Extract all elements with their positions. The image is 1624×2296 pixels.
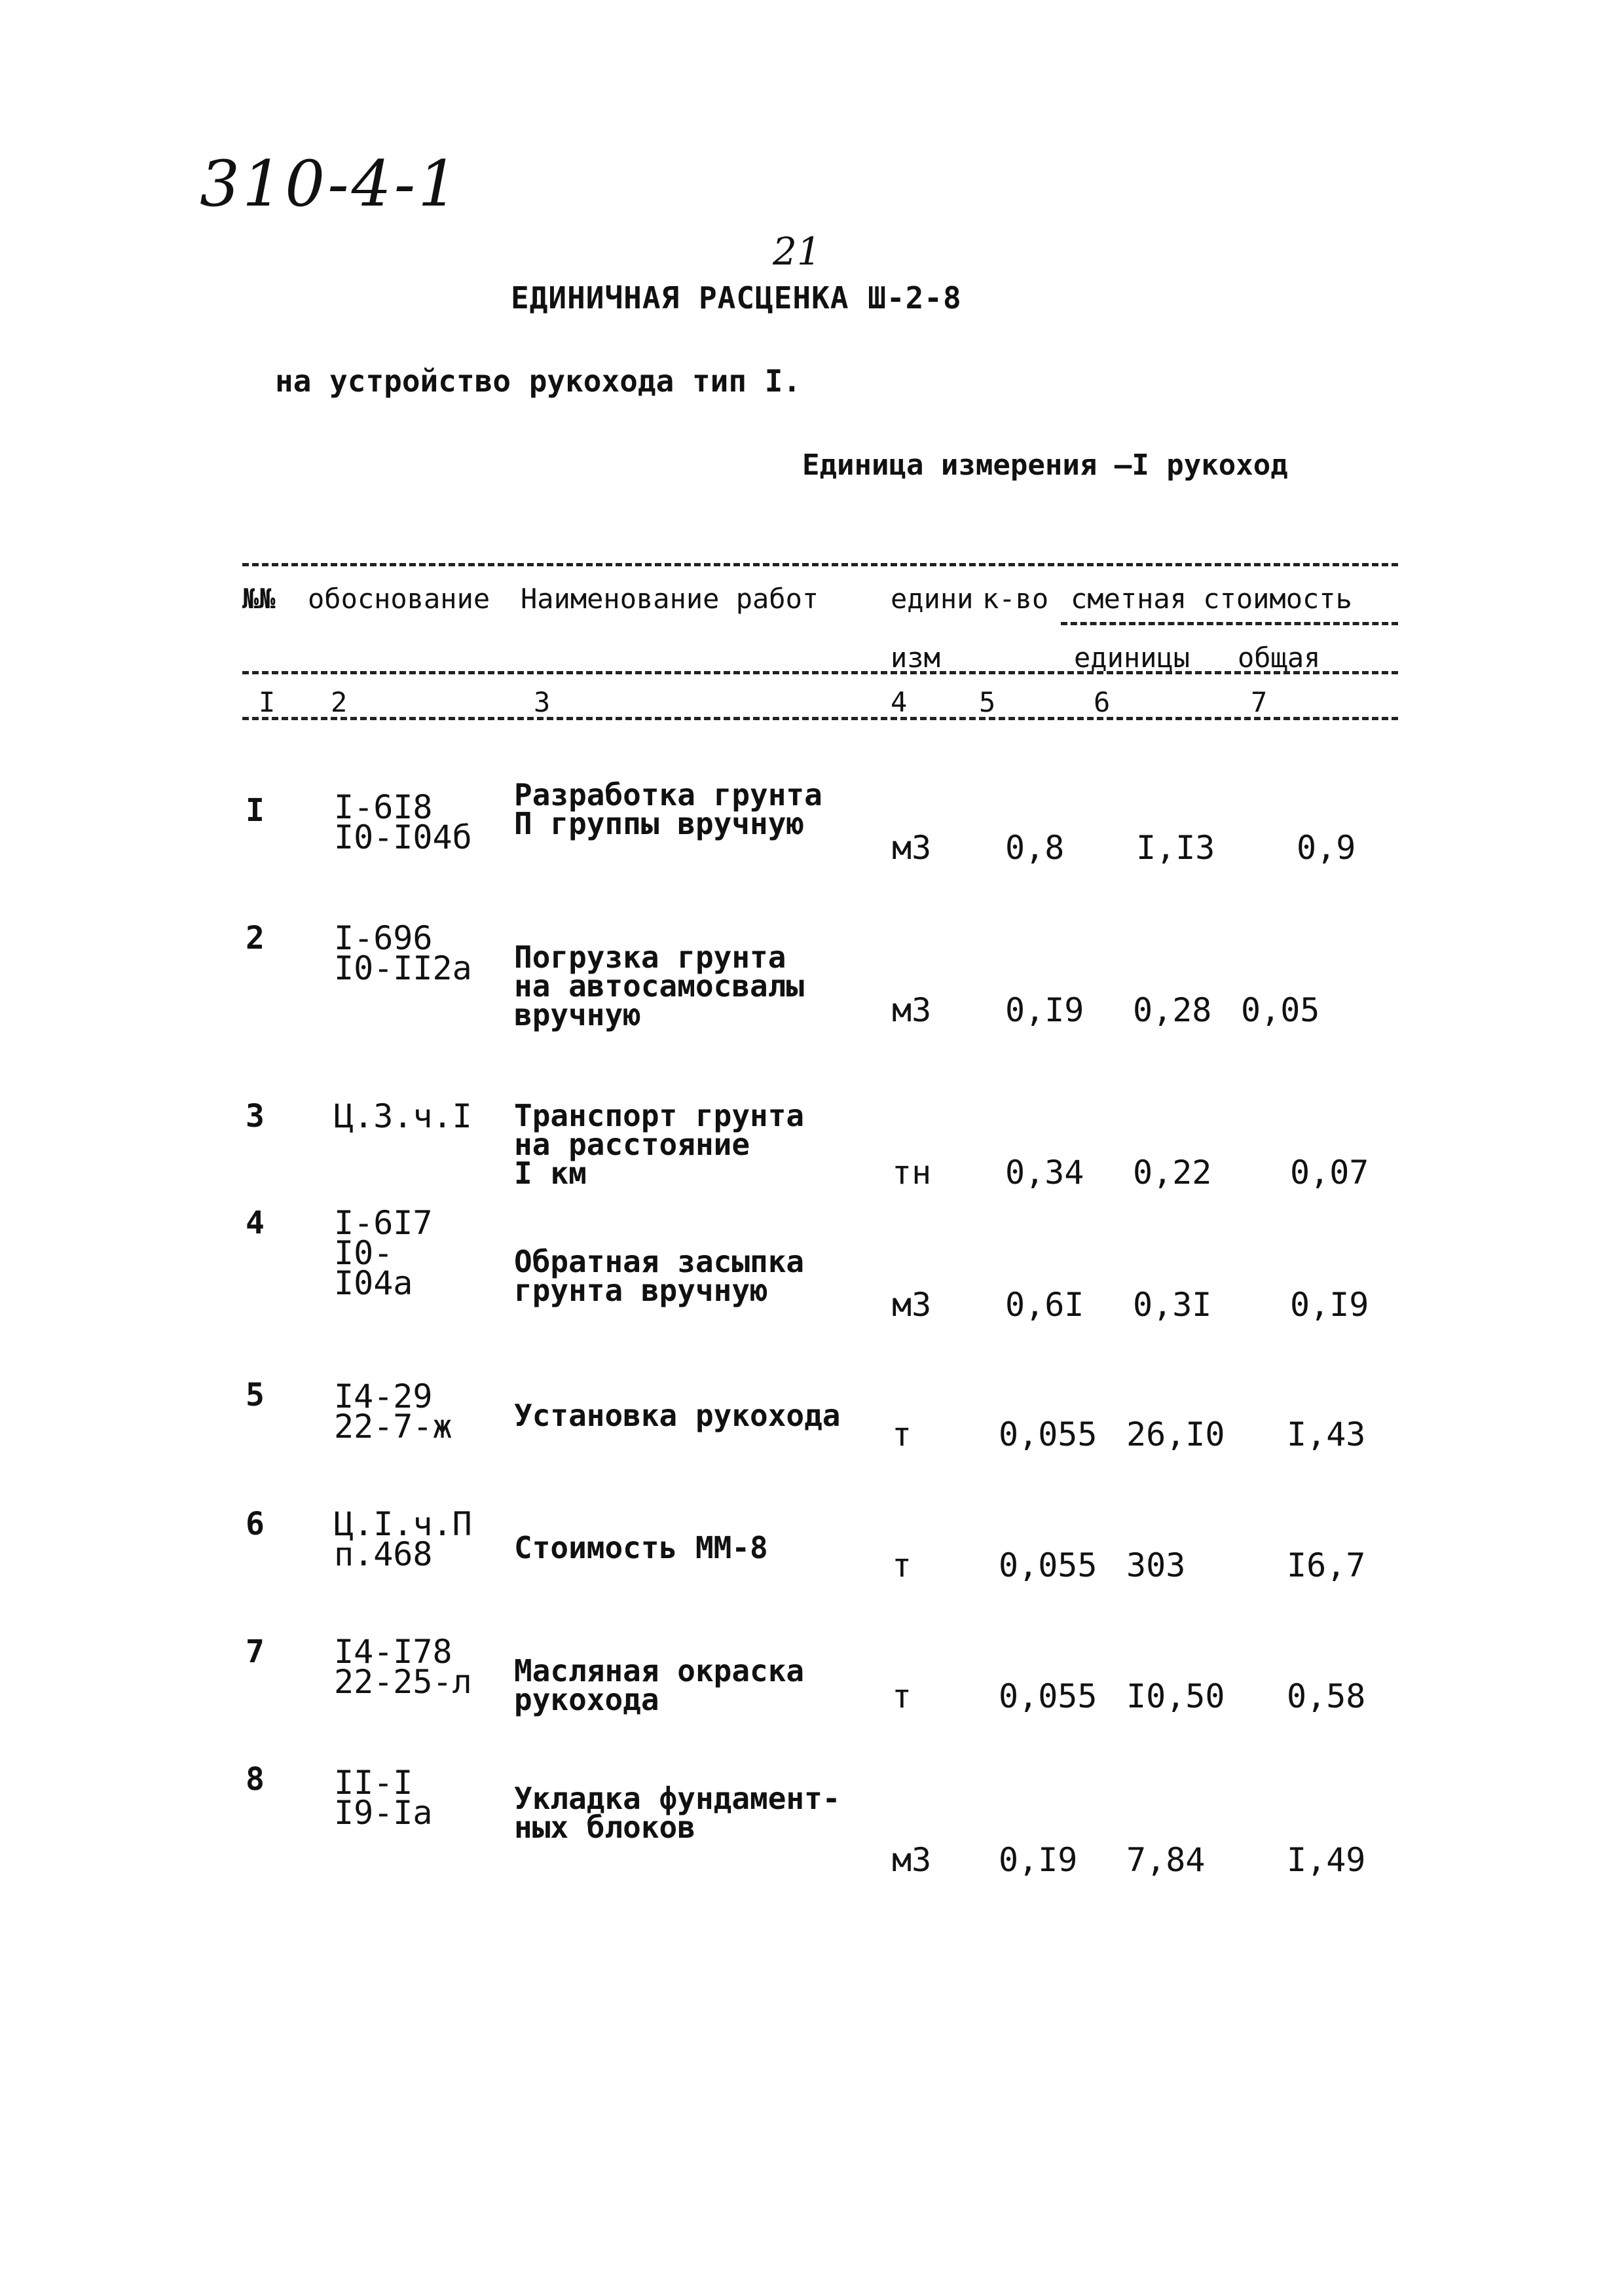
row-total-cost: 0,9 xyxy=(1297,829,1356,867)
row-unit: м3 xyxy=(892,829,932,867)
row-unit: м3 xyxy=(892,1286,932,1324)
row-work-name-line: ных блоков xyxy=(514,1810,695,1845)
header-num: №№ xyxy=(242,583,276,615)
row-total-cost: 0,58 xyxy=(1287,1677,1366,1715)
page-number: 21 xyxy=(773,229,821,274)
document-subtitle: на устройство рукохода тип I. xyxy=(275,363,802,399)
row-work-name-line: на расстояние xyxy=(514,1127,750,1162)
row-justification-line: Ц.I.ч.П xyxy=(334,1505,472,1543)
row-justification-line: 22-7-ж xyxy=(334,1408,452,1446)
row-work-name-line: Стоимость ММ-8 xyxy=(514,1530,768,1565)
row-work-name-line: Обратная засыпка xyxy=(514,1244,805,1279)
row-justification-line: I9-Iа xyxy=(334,1794,433,1832)
row-quantity: 0,34 xyxy=(1005,1154,1084,1192)
row-quantity: 0,055 xyxy=(999,1415,1098,1453)
row-unit-cost: 0,3I xyxy=(1133,1286,1212,1324)
row-unit: м3 xyxy=(892,1841,932,1879)
row-justification-line: II-I xyxy=(334,1764,413,1802)
column-number-5: 5 xyxy=(979,686,996,718)
header-rule-middle xyxy=(242,671,1398,674)
row-work-name-line: Масляная окраска xyxy=(514,1653,805,1688)
row-justification-line: I-6I8 xyxy=(334,788,433,826)
header-cost: сметная стоимость xyxy=(1071,583,1352,615)
row-justification-line: I-6I7 xyxy=(334,1204,433,1242)
row-quantity: 0,055 xyxy=(999,1546,1098,1584)
row-quantity: 0,8 xyxy=(1005,829,1065,867)
row-work-name-line: Установка рукохода xyxy=(514,1398,841,1433)
column-number-4: 4 xyxy=(891,686,908,718)
row-justification-line: Ц.3.ч.I xyxy=(334,1097,472,1135)
row-unit-cost: 7,84 xyxy=(1126,1841,1206,1879)
row-unit-cost: I0,50 xyxy=(1126,1677,1225,1715)
header-unit-top: едини xyxy=(891,583,974,615)
row-justification-line: I4-29 xyxy=(334,1377,433,1415)
header-work-name: Наименование работ xyxy=(521,583,819,615)
row-quantity: 0,I9 xyxy=(999,1841,1078,1879)
row-total-cost: I6,7 xyxy=(1287,1546,1366,1584)
row-number: I xyxy=(246,792,265,829)
row-number: 5 xyxy=(246,1377,265,1413)
row-total-cost: I,43 xyxy=(1287,1415,1366,1453)
row-quantity: 0,6I xyxy=(1005,1286,1084,1324)
row-justification-line: п.468 xyxy=(334,1535,433,1573)
measurement-unit: Единица измерения –I рукоход xyxy=(802,448,1288,482)
column-number-3: 3 xyxy=(534,686,551,718)
row-number: 8 xyxy=(246,1761,265,1798)
row-work-name-line: вручную xyxy=(514,997,641,1032)
row-unit: м3 xyxy=(892,991,932,1029)
row-justification-line: I-696 xyxy=(334,919,433,957)
column-number-6: 6 xyxy=(1094,686,1111,718)
row-work-name-line: Укладка фундамент- xyxy=(514,1781,841,1816)
row-work-name-line: грунта вручную xyxy=(514,1273,768,1308)
header-unit-bottom: изм xyxy=(891,642,940,674)
row-total-cost: 0,05 xyxy=(1241,991,1320,1029)
header-cost-total: общая xyxy=(1238,642,1321,674)
row-total-cost: 0,07 xyxy=(1290,1154,1369,1192)
row-unit: т xyxy=(892,1546,912,1584)
row-number: 3 xyxy=(246,1098,265,1135)
row-work-name-line: Разработка грунта xyxy=(514,777,822,812)
row-work-name-line: рукохода xyxy=(514,1682,659,1717)
column-number-7: 7 xyxy=(1251,686,1268,718)
row-unit-cost: 0,28 xyxy=(1133,991,1212,1029)
row-total-cost: 0,I9 xyxy=(1290,1286,1369,1324)
row-justification-line: I0- xyxy=(334,1234,394,1272)
row-unit-cost: I,I3 xyxy=(1136,829,1215,867)
row-quantity: 0,I9 xyxy=(1005,991,1084,1029)
row-justification-line: 22-25-л xyxy=(334,1663,472,1701)
row-justification-line: I0-I04б xyxy=(334,818,472,856)
header-rule-top xyxy=(242,563,1398,566)
row-justification-line: I04а xyxy=(334,1264,413,1302)
row-number: 4 xyxy=(246,1205,265,1241)
header-rule-cost xyxy=(1061,622,1398,625)
column-number-1: I xyxy=(259,686,276,718)
row-unit-cost: 0,22 xyxy=(1133,1154,1212,1192)
row-work-name-line: П группы вручную xyxy=(514,806,805,841)
document-title: ЕДИНИЧНАЯ РАСЦЕНКА Ш-2-8 xyxy=(511,280,962,316)
row-justification-line: I0-II2а xyxy=(334,949,472,987)
column-number-2: 2 xyxy=(331,686,348,718)
row-unit-cost: 303 xyxy=(1126,1546,1186,1584)
row-justification-line: I4-I78 xyxy=(334,1633,452,1671)
row-quantity: 0,055 xyxy=(999,1677,1098,1715)
row-work-name-line: Погрузка грунта xyxy=(514,939,786,975)
row-unit-cost: 26,I0 xyxy=(1126,1415,1225,1453)
header-cost-unit: единицы xyxy=(1074,642,1190,674)
row-number: 7 xyxy=(246,1633,265,1670)
row-unit: тн xyxy=(892,1154,932,1192)
document-code: 310-4-1 xyxy=(200,147,461,221)
row-work-name-line: I км xyxy=(514,1156,587,1191)
row-number: 2 xyxy=(246,920,265,957)
row-work-name-line: Транспорт грунта xyxy=(514,1098,805,1133)
row-work-name-line: на автосамосвалы xyxy=(514,968,805,1004)
row-total-cost: I,49 xyxy=(1287,1841,1366,1879)
header-justification: обоснование xyxy=(308,583,490,615)
header-rule-bottom xyxy=(242,717,1398,720)
row-unit: т xyxy=(892,1415,912,1453)
row-unit: т xyxy=(892,1677,912,1715)
header-qty: к-во xyxy=(982,583,1049,615)
row-number: 6 xyxy=(246,1506,265,1542)
